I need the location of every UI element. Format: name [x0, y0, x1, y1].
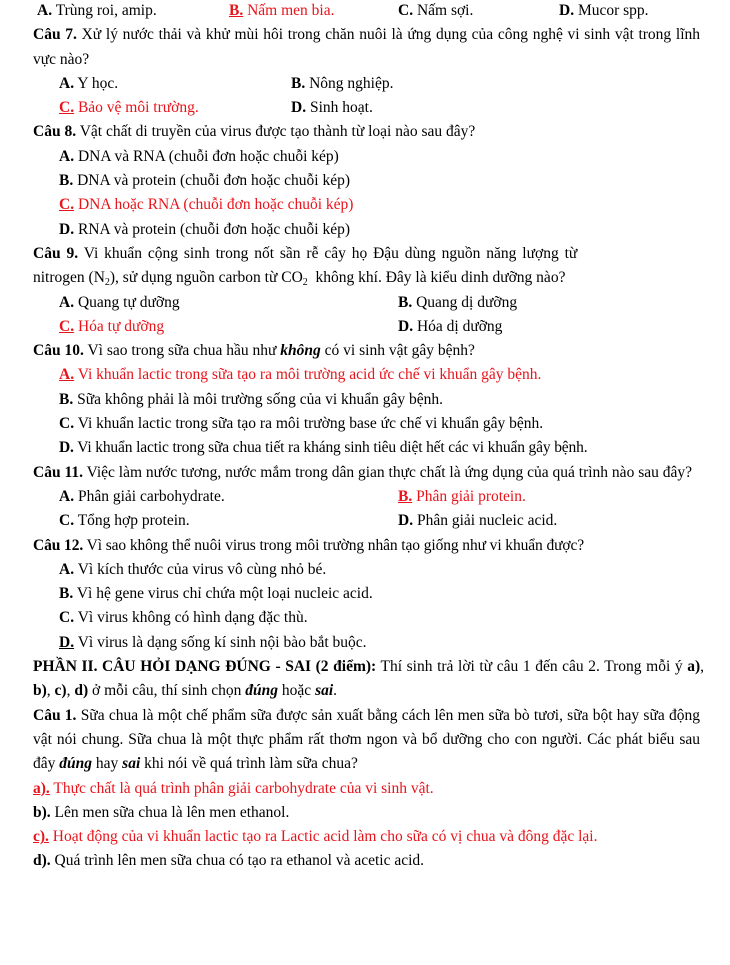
q10-option-b: [37, 388, 700, 412]
keyword-true: đúng: [59, 755, 93, 773]
item-label: d): [74, 682, 89, 700]
p2q1-statement-c-correct: [33, 825, 700, 849]
option-letter: A.: [59, 366, 75, 384]
option-letter: C.: [59, 99, 75, 117]
q8-option-a: [37, 145, 700, 169]
option-letter: C.: [59, 317, 75, 335]
option-letter: D.: [59, 439, 74, 457]
statement-text: Quá trình lên men sữa chua có tạo ra ethanol và acetic acid.: [54, 852, 425, 870]
item-label: b): [33, 682, 47, 700]
option-letter: C.: [398, 2, 414, 19]
statement-letter: a).: [33, 779, 50, 797]
q12-option-c: [37, 606, 700, 630]
q9-question-line-1: [33, 242, 700, 266]
intro-text: hoặc: [278, 682, 316, 700]
q6-options-row: [37, 0, 700, 23]
keyword-true: đúng: [245, 682, 279, 700]
q11-question: [33, 461, 700, 485]
statement-text: Hoạt động của vi khuẩn lactic tạo ra Lactic acid làm cho sữa có vị chua và đông đặc lại.: [52, 828, 598, 846]
question-text: nitrogen (N: [33, 269, 105, 287]
option-letter: A.: [59, 487, 75, 505]
option-text: Vi khuẩn lactic trong sữa tạo ra môi trường acid ức chế vi khuẩn gây bệnh.: [77, 366, 542, 384]
p2q1-statement-a-correct: [33, 777, 700, 801]
question-text: hay: [92, 755, 123, 773]
option-letter: B.: [59, 585, 74, 603]
statement-text: Lên men sữa chua là lên men ethanol.: [54, 803, 290, 821]
statement-letter: d).: [33, 852, 51, 870]
q10-option-d: [37, 436, 700, 460]
option-text: Y học.: [77, 74, 119, 92]
part2-intro: PHẦN II. CÂU HỎI DẠNG ĐÚNG - SAI (2 điểm): Thí sinh trả lời từ câu 1 đến câu 2. Trong mỗi ý a), b), c), d) ở mỗi câu, thí sinh chọn đúng hoặc sai.: [33, 658, 705, 700]
q6-option-d: [559, 0, 649, 23]
option-text: Vì hệ gene virus chỉ chứa một loại nucleic acid.: [76, 585, 373, 603]
q8-option-c-correct: [37, 193, 700, 217]
option-letter: D.: [291, 99, 307, 117]
option-text: Nấm sợi.: [416, 2, 474, 19]
option-text: Phân giải carbohydrate.: [77, 487, 225, 505]
q12-option-d-correct: [37, 631, 700, 655]
question-text: Vật chất di truyền của virus được tạo thành từ loại nào sau đây?: [79, 123, 476, 141]
subscript: 2: [302, 277, 308, 289]
q6-option-a: [37, 0, 157, 23]
option-text: Vì kích thước của virus vô cùng nhỏ bé.: [77, 560, 327, 578]
q10-option-c: [37, 412, 700, 436]
option-text: Vì virus là dạng sống kí sinh nội bào bắt buộc.: [77, 633, 367, 651]
option-text: Vi khuẩn lactic trong sữa tạo ra môi trường base ức chế vi khuẩn gây bệnh.: [77, 415, 544, 433]
q8-option-b: [37, 169, 700, 193]
item-label: a): [687, 658, 701, 676]
question-text: Việc làm nước tương, nước mắm trong dân gian thực chất là ứng dụng của quá trình nào sau đây?: [86, 463, 692, 481]
option-text: Quang tự dưỡng: [77, 293, 180, 311]
option-letter: C.: [59, 196, 75, 214]
question-text: Vì sao trong sữa chua hầu như: [87, 342, 277, 360]
question-text: Xử lý nước thải và khử mùi hôi trong chăn nuôi là ứng dụng của công nghệ vi sinh vật trong lĩnh vực nào?: [33, 26, 700, 68]
option-letter: C.: [59, 415, 75, 433]
q11-options-row-2: [37, 509, 700, 533]
question-text: Sữa chua là một chế phẩm sữa được sản xuất bằng cách lên men sữa bò tươi, sữa bột hay sữa động vật nói chung. Sữa chua là một thực phẩm rất thơm ngon và bổ dưỡng cho con người. Các phát biểu sau đây: [33, 706, 700, 773]
q8-option-d: [37, 218, 700, 242]
q7-options-row-1: [37, 72, 700, 96]
option-letter: B.: [398, 293, 413, 311]
statement-letter: c).: [33, 828, 49, 846]
intro-text: Thí sinh trả lời từ câu 1 đến câu 2. Trong mỗi ý: [376, 658, 688, 676]
option-letter: A.: [59, 147, 75, 165]
option-text: Nông nghiệp.: [309, 74, 394, 92]
option-text: Phân giải protein.: [416, 487, 526, 505]
question-emphasis: không: [280, 342, 321, 360]
question-text: ), sử dụng nguồn carbon từ CO: [109, 269, 303, 287]
option-text: Trùng roi, amip.: [55, 2, 157, 19]
option-text: Hóa dị dưỡng: [416, 317, 503, 335]
q11-option-a: [59, 485, 225, 509]
q9-options-row-1: [37, 291, 700, 315]
option-text: Mucor spp.: [577, 2, 649, 19]
intro-text: .: [333, 682, 338, 700]
q9-option-d: [398, 315, 502, 339]
q7-option-b: [291, 72, 393, 96]
q11-option-b-correct: [398, 485, 526, 509]
option-letter: B.: [291, 74, 306, 92]
question-text: không khí. Đây là kiểu dinh dưỡng nào?: [307, 269, 566, 287]
option-letter: D.: [559, 2, 575, 19]
option-text: Nấm men bia.: [247, 2, 335, 19]
option-text: Bảo vệ môi trường.: [77, 99, 199, 117]
option-text: RNA và protein (chuỗi đơn hoặc chuỗi kép): [77, 220, 351, 238]
q12-question: [33, 534, 700, 558]
question-label: Câu 12.: [33, 536, 84, 554]
q8-question: [33, 120, 700, 144]
option-text: Sữa không phải là môi trường sống của vi khuẩn gây bệnh.: [77, 390, 444, 408]
option-letter: B.: [398, 487, 413, 505]
q11-option-c: [59, 509, 190, 533]
q12-option-a: [37, 558, 700, 582]
question-label: Câu 8.: [33, 123, 77, 141]
question-text: Vì sao không thể nuôi virus trong môi trường nhân tạo giống như vi khuẩn được?: [86, 536, 585, 554]
intro-text: ở mỗi câu, thí sinh chọn: [88, 682, 246, 700]
option-letter: D.: [59, 633, 75, 651]
question-text: Vi khuẩn cộng sinh trong nốt sần rễ cây họ Đậu dùng nguồn năng lượng từ: [83, 244, 578, 262]
q11-option-d: [398, 509, 557, 533]
option-letter: C.: [59, 512, 75, 530]
question-text: khi nói về quá trình làm sữa chua?: [140, 755, 358, 773]
option-letter: D.: [59, 220, 75, 238]
option-letter: A.: [59, 293, 75, 311]
q6-option-c: [398, 0, 473, 23]
q9-options-row-2: [37, 315, 700, 339]
q9-option-c-correct: [59, 315, 164, 339]
p2q1-statement-d: [33, 849, 700, 873]
option-text: Quang dị dưỡng: [416, 293, 518, 311]
option-text: Vì virus không có hình dạng đặc thù.: [77, 609, 308, 627]
option-text: Vi khuẩn lactic trong sữa chua tiết ra kháng sinh tiêu diệt hết các vi khuẩn gây bệnh.: [77, 439, 588, 457]
q10-option-a-correct: [37, 363, 700, 387]
option-text: DNA và protein (chuỗi đơn hoặc chuỗi kép): [77, 172, 351, 190]
option-letter: A.: [59, 560, 75, 578]
q9-option-b: [398, 291, 517, 315]
subscript: 2: [104, 277, 110, 289]
option-text: DNA và RNA (chuỗi đơn hoặc chuỗi kép): [77, 147, 339, 165]
q10-question: [33, 339, 700, 363]
option-letter: A.: [59, 74, 75, 92]
question-label: Câu 9.: [33, 244, 79, 262]
option-letter: C.: [59, 609, 75, 627]
keyword-false: sai: [122, 755, 141, 773]
option-letter: D.: [398, 512, 414, 530]
question-label: Câu 7.: [33, 26, 77, 44]
q7-option-c-correct: [59, 96, 199, 120]
question-label: Câu 11.: [33, 463, 83, 481]
statement-text: Thực chất là quá trình phân giải carbohydrate của vi sinh vật.: [53, 779, 434, 797]
q6-option-b-correct: [229, 0, 334, 23]
p2q1-question: [33, 704, 700, 777]
q9-option-a: [59, 291, 180, 315]
option-letter: A.: [37, 2, 53, 19]
option-text: Tổng hợp protein.: [77, 512, 190, 530]
q7-options-row-2: [37, 96, 700, 120]
question-label: Câu 1.: [33, 706, 77, 724]
statement-letter: b).: [33, 803, 51, 821]
option-text: DNA hoặc RNA (chuỗi đơn hoặc chuỗi kép): [77, 196, 354, 214]
option-text: Hóa tự dưỡng: [77, 317, 165, 335]
q7-option-a: [59, 72, 118, 96]
option-text: Sinh hoạt.: [309, 99, 373, 117]
item-label: c): [54, 682, 67, 700]
option-letter: B.: [229, 2, 244, 19]
question-label: Câu 10.: [33, 342, 84, 360]
option-letter: B.: [59, 390, 74, 408]
q11-options-row-1: [37, 485, 700, 509]
q9-question-line-2: [33, 266, 700, 290]
section-heading: PHẦN II. CÂU HỎI DẠNG ĐÚNG - SAI (2 điểm):: [33, 658, 377, 676]
keyword-false: sai: [315, 682, 334, 700]
option-text: Phân giải nucleic acid.: [416, 512, 558, 530]
question-text: có vi sinh vật gây bệnh?: [324, 342, 475, 360]
option-letter: D.: [398, 317, 414, 335]
q7-option-d: [291, 96, 373, 120]
q12-option-b: [37, 582, 700, 606]
p2q1-statement-b: [33, 801, 700, 825]
q7-question: [33, 23, 700, 72]
option-letter: B.: [59, 172, 74, 190]
